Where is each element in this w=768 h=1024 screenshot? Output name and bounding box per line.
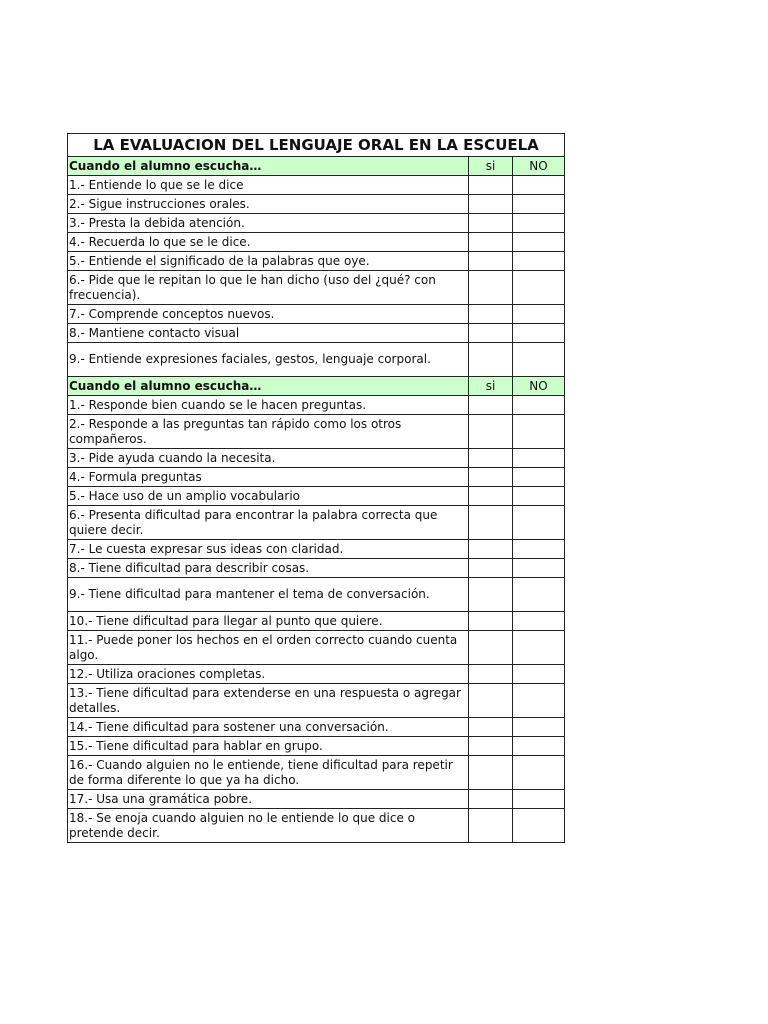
question-text: 9.- Tiene dificultad para mantener el tema de conversación. bbox=[68, 578, 469, 612]
answer-si-cell[interactable] bbox=[469, 214, 513, 233]
table-row bbox=[68, 271, 565, 305]
answer-no-cell[interactable] bbox=[513, 684, 565, 718]
table-row bbox=[68, 631, 565, 665]
answer-no-cell[interactable] bbox=[513, 214, 565, 233]
answer-no-cell[interactable] bbox=[513, 487, 565, 506]
answer-no-cell[interactable] bbox=[513, 415, 565, 449]
answer-si-cell[interactable] bbox=[469, 324, 513, 343]
answer-si-cell[interactable] bbox=[469, 737, 513, 756]
question-text: 9.- Entiende expresiones faciales, gestos, lenguaje corporal. bbox=[68, 343, 469, 377]
table-row bbox=[68, 809, 565, 843]
answer-si-cell[interactable] bbox=[469, 809, 513, 843]
answer-no-cell[interactable] bbox=[513, 756, 565, 790]
answer-no-cell[interactable] bbox=[513, 809, 565, 843]
table-row bbox=[68, 540, 565, 559]
column-si-header: si bbox=[469, 377, 513, 396]
answer-si-cell[interactable] bbox=[469, 756, 513, 790]
table-row bbox=[68, 233, 565, 252]
answer-no-cell[interactable] bbox=[513, 578, 565, 612]
answer-si-cell[interactable] bbox=[469, 252, 513, 271]
table-row bbox=[68, 449, 565, 468]
answer-si-cell[interactable] bbox=[469, 449, 513, 468]
table-row bbox=[68, 506, 565, 540]
answer-si-cell[interactable] bbox=[469, 468, 513, 487]
answer-si-cell[interactable] bbox=[469, 343, 513, 377]
answer-si-cell[interactable] bbox=[469, 396, 513, 415]
table-row bbox=[68, 737, 565, 756]
answer-no-cell[interactable] bbox=[513, 252, 565, 271]
answer-si-cell[interactable] bbox=[469, 718, 513, 737]
table-row bbox=[68, 176, 565, 195]
answer-si-cell[interactable] bbox=[469, 487, 513, 506]
question-text: 17.- Usa una gramática pobre. bbox=[68, 790, 469, 809]
table-row bbox=[68, 559, 565, 578]
answer-si-cell[interactable] bbox=[469, 305, 513, 324]
answer-no-cell[interactable] bbox=[513, 612, 565, 631]
table-row bbox=[68, 718, 565, 737]
answer-si-cell[interactable] bbox=[469, 271, 513, 305]
answer-si-cell[interactable] bbox=[469, 665, 513, 684]
answer-no-cell[interactable] bbox=[513, 540, 565, 559]
answer-si-cell[interactable] bbox=[469, 540, 513, 559]
answer-si-cell[interactable] bbox=[469, 612, 513, 631]
question-text: 8.- Mantiene contacto visual bbox=[68, 324, 469, 343]
table-row bbox=[68, 252, 565, 271]
question-text: 18.- Se enoja cuando alguien no le entiende lo que dice o pretende decir. bbox=[68, 809, 469, 843]
table-row bbox=[68, 396, 565, 415]
answer-no-cell[interactable] bbox=[513, 324, 565, 343]
table-row bbox=[68, 324, 565, 343]
section-header-row bbox=[68, 377, 565, 396]
question-text: 8.- Tiene dificultad para describir cosas. bbox=[68, 559, 469, 578]
answer-si-cell[interactable] bbox=[469, 631, 513, 665]
question-text: 4.- Recuerda lo que se le dice. bbox=[68, 233, 469, 252]
answer-no-cell[interactable] bbox=[513, 665, 565, 684]
answer-no-cell[interactable] bbox=[513, 718, 565, 737]
table-row bbox=[68, 684, 565, 718]
column-no-header: NO bbox=[513, 377, 565, 396]
answer-si-cell[interactable] bbox=[469, 790, 513, 809]
answer-no-cell[interactable] bbox=[513, 468, 565, 487]
question-text: 2.- Sigue instrucciones orales. bbox=[68, 195, 469, 214]
question-text: 10.- Tiene dificultad para llegar al punto que quiere. bbox=[68, 612, 469, 631]
question-text: 13.- Tiene dificultad para extenderse en una respuesta o agregar detalles. bbox=[68, 684, 469, 718]
table-row bbox=[68, 756, 565, 790]
question-text: 6.- Presenta dificultad para encontrar la palabra correcta que quiere decir. bbox=[68, 506, 469, 540]
question-text: 2.- Responde a las preguntas tan rápido como los otros compañeros. bbox=[68, 415, 469, 449]
answer-no-cell[interactable] bbox=[513, 343, 565, 377]
column-si-header: si bbox=[469, 157, 513, 176]
question-text: 1.- Entiende lo que se le dice bbox=[68, 176, 469, 195]
answer-no-cell[interactable] bbox=[513, 233, 565, 252]
evaluation-table bbox=[67, 133, 565, 843]
table-row bbox=[68, 214, 565, 233]
question-text: 3.- Presta la debida atención. bbox=[68, 214, 469, 233]
question-text: 12.- Utiliza oraciones completas. bbox=[68, 665, 469, 684]
answer-si-cell[interactable] bbox=[469, 233, 513, 252]
table-row bbox=[68, 415, 565, 449]
title-row bbox=[68, 134, 565, 157]
answer-no-cell[interactable] bbox=[513, 195, 565, 214]
answer-si-cell[interactable] bbox=[469, 684, 513, 718]
question-text: 7.- Le cuesta expresar sus ideas con claridad. bbox=[68, 540, 469, 559]
question-text: 5.- Entiende el significado de la palabras que oye. bbox=[68, 252, 469, 271]
answer-no-cell[interactable] bbox=[513, 396, 565, 415]
question-text: 7.- Comprende conceptos nuevos. bbox=[68, 305, 469, 324]
answer-no-cell[interactable] bbox=[513, 305, 565, 324]
question-text: 11.- Puede poner los hechos en el orden correcto cuando cuenta algo. bbox=[68, 631, 469, 665]
answer-no-cell[interactable] bbox=[513, 271, 565, 305]
question-text: 4.- Formula preguntas bbox=[68, 468, 469, 487]
answer-si-cell[interactable] bbox=[469, 195, 513, 214]
answer-si-cell[interactable] bbox=[469, 506, 513, 540]
answer-no-cell[interactable] bbox=[513, 559, 565, 578]
section-heading: Cuando el alumno escucha… bbox=[68, 157, 469, 176]
table-row bbox=[68, 487, 565, 506]
question-text: 6.- Pide que le repitan lo que le han dicho (uso del ¿qué? con frecuencia). bbox=[68, 271, 469, 305]
answer-no-cell[interactable] bbox=[513, 790, 565, 809]
question-text: 15.- Tiene dificultad para hablar en grupo. bbox=[68, 737, 469, 756]
table-row bbox=[68, 468, 565, 487]
table-row bbox=[68, 665, 565, 684]
table-row bbox=[68, 578, 565, 612]
table-row bbox=[68, 790, 565, 809]
section-header-row bbox=[68, 157, 565, 176]
answer-no-cell[interactable] bbox=[513, 506, 565, 540]
table-row bbox=[68, 343, 565, 377]
answer-si-cell[interactable] bbox=[469, 176, 513, 195]
table-row bbox=[68, 305, 565, 324]
question-text: 5.- Hace uso de un amplio vocabulario bbox=[68, 487, 469, 506]
answer-si-cell[interactable] bbox=[469, 415, 513, 449]
question-text: 14.- Tiene dificultad para sostener una conversación. bbox=[68, 718, 469, 737]
answer-no-cell[interactable] bbox=[513, 631, 565, 665]
answer-si-cell[interactable] bbox=[469, 578, 513, 612]
answer-no-cell[interactable] bbox=[513, 737, 565, 756]
answer-si-cell[interactable] bbox=[469, 559, 513, 578]
table-row bbox=[68, 612, 565, 631]
section-heading: Cuando el alumno escucha… bbox=[68, 377, 469, 396]
answer-no-cell[interactable] bbox=[513, 176, 565, 195]
column-no-header: NO bbox=[513, 157, 565, 176]
answer-no-cell[interactable] bbox=[513, 449, 565, 468]
question-text: 1.- Responde bien cuando se le hacen preguntas. bbox=[68, 396, 469, 415]
table-row bbox=[68, 195, 565, 214]
question-text: 3.- Pide ayuda cuando la necesita. bbox=[68, 449, 469, 468]
page-title: LA EVALUACION DEL LENGUAJE ORAL EN LA ESCUELA bbox=[68, 134, 565, 157]
question-text: 16.- Cuando alguien no le entiende, tiene dificultad para repetir de forma diferente lo que ya ha dicho. bbox=[68, 756, 469, 790]
